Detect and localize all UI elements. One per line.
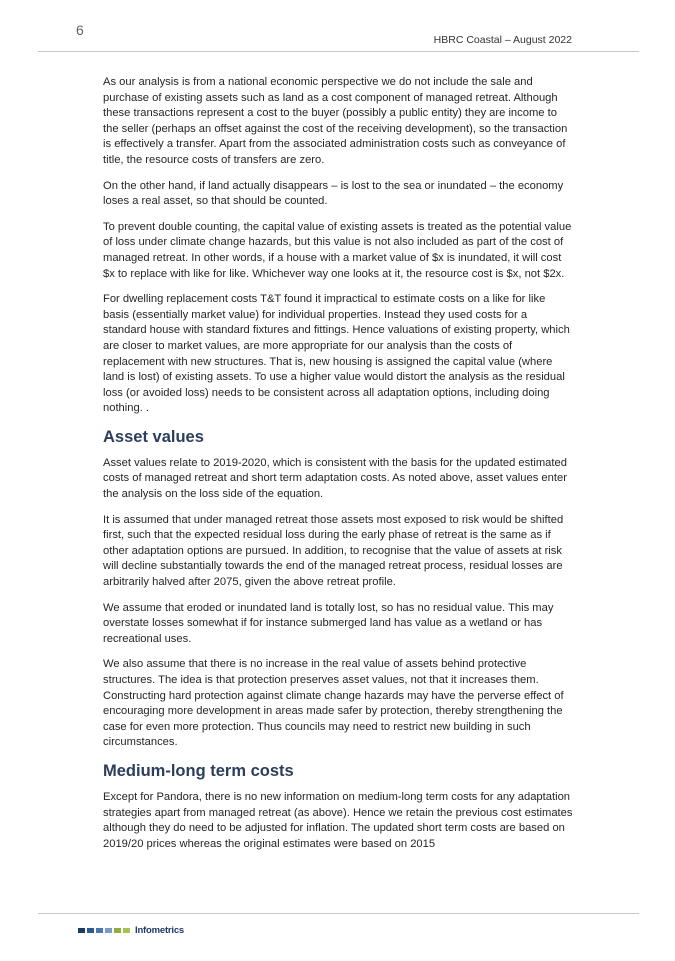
section-heading-medium-long-term-costs: Medium-long term costs bbox=[103, 761, 294, 780]
logo-text: Infometrics bbox=[135, 925, 185, 936]
running-header-title: HBRC Coastal – August 2022 bbox=[433, 34, 572, 46]
logo-block-4 bbox=[105, 928, 112, 933]
paragraph: On the other hand, if land actually disappears – is lost to the sea or inundated – the economy loses a real asset, so that should be counted. bbox=[103, 179, 564, 208]
logo-block-1 bbox=[78, 928, 85, 933]
logo-block-5 bbox=[114, 928, 121, 933]
paragraph: Asset values relate to 2019-2020, which is consistent with the basis for the updated estimated costs of managed retreat and short term adaptation costs. As noted above, asset values enter the analysis on the loss side of the equation. bbox=[103, 456, 567, 501]
header-divider bbox=[38, 51, 639, 52]
paragraph: To prevent double counting, the capital value of existing assets is treated as the potential value of loss under climate change hazards, but this value is not also included as part of the cost of managed retreat. In other words, if a house with a market value of $x is inundated, it will cost $x to replace with like for like. Whichever way one looks at it, the resource cost is $x, not $2x. bbox=[103, 220, 572, 280]
paragraph: It is assumed that under managed retreat those assets most exposed to risk would be shifted first, such that the expected residual loss during the early phase of retreat is the same as if other adaptation options are pursued. In addition, to recognise that the value of assets at risk will decline substantially towards the end of the managed retreat process, residual losses are arbitrarily halved after 2075, given the above retreat profile. bbox=[103, 513, 564, 589]
logo-block-6 bbox=[123, 928, 130, 933]
paragraph: We assume that eroded or inundated land is totally lost, so has no residual value. This may overstate losses somewhat if for instance submerged land has value as a wetland or has recreational uses. bbox=[103, 601, 554, 645]
section-heading-asset-values: Asset values bbox=[103, 427, 204, 446]
document-body bbox=[103, 75, 573, 862]
paragraph: We also assume that there is no increase in the real value of assets behind protective structures. The idea is that protection preserves asset values, not that it increases them. Constructing hard protection against climate change hazards may have the perverse effect of encouraging more development in areas made safer by protection, thereby strengthening the case for even more protection. Thus councils may need to restrict new building in such circumstances. bbox=[103, 658, 564, 749]
logo-block-3 bbox=[96, 928, 103, 933]
infometrics-logo bbox=[78, 925, 184, 936]
page-number: 6 bbox=[76, 22, 84, 38]
paragraph: As our analysis is from a national economic perspective we do not include the sale and purchase of existing assets such as land as a cost component of managed retreat. Although these transactions represent a cost to the buyer (possibly a public entity) they are income to the seller (perhaps an offset against the cost of the receiving development), so the transaction is effectively a transfer. Apart from the associated administration costs such as conveyance of title, the resource costs of transfers are zero. bbox=[103, 76, 568, 166]
logo-block-2 bbox=[87, 928, 94, 933]
footer-divider bbox=[38, 913, 639, 914]
paragraph: For dwelling replacement costs T&T found it impractical to estimate costs on a like for like basis (essentially market value) for individual properties. Instead they used costs for a standard house with standard fixtures and fittings. Hence valuations of existing property, which are closer to market values, are more appropriate for our analysis than the costs of replacement with new structures. That is, new housing is assigned the capital value (where land is lost) of existing assets. To use a higher value would distort the analysis as the residual loss (or avoided loss) needs to be consistent across all adaptation options, including doing nothing. . bbox=[103, 293, 570, 415]
paragraph: Except for Pandora, there is no new information on medium-long term costs for any adaptation strategies apart from managed retreat (as above). Hence we retain the previous cost estimates although they do need to be adjusted for inflation. The updated short term costs are based on 2019/20 prices whereas the original estimates were based on 2015 bbox=[103, 790, 573, 850]
